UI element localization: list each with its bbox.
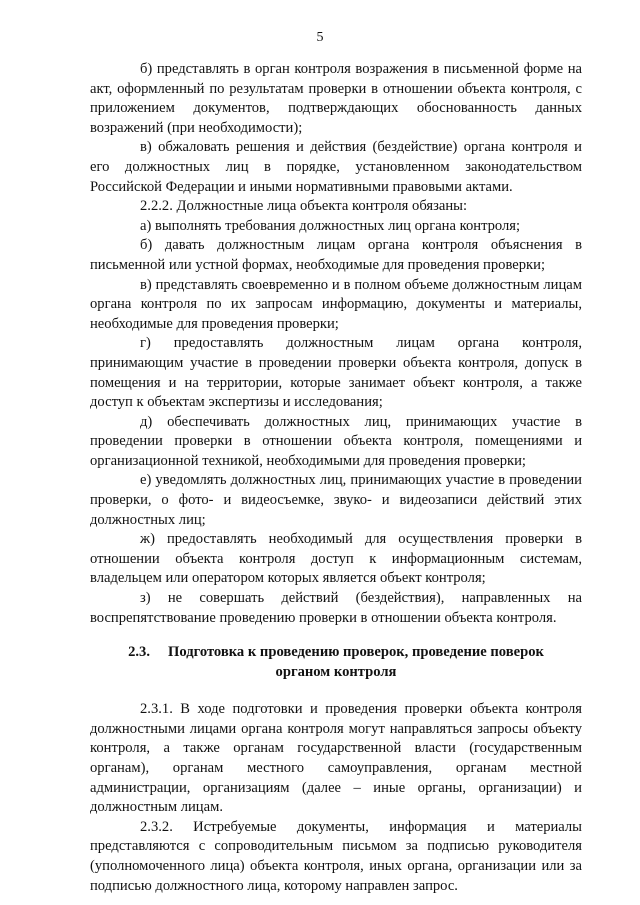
section-title-line1: Подготовка к проведению проверок, проведение поверок — [167, 644, 544, 661]
page-number: 5 — [316, 30, 324, 45]
paragraph-duty-d: д) обеспечивать должностных лиц, принимающих участие в проведении проверки в отношении объекта контроля, помещениями и организационной техникой, необходимыми для проведения проверки; — [90, 413, 582, 469]
section-title-line2: органом контроля — [275, 664, 397, 681]
paragraph-2-3-1: 2.3.1. В ходе подготовки и проведения проверки объекта контроля должностными лицами органа контроля могут направляться запросы объекту контроля, а также органам государственной власти (государственным органам), органам местного самоуправления, органам местной администрации, организациям (далее – иные органы, организации) и должностным лицам. — [90, 701, 582, 816]
paragraph-2-2-2: 2.2.2. Должностные лица объекта контроля обязаны: — [140, 198, 468, 215]
paragraph-duty-z: з) не совершать действий (бездействия), направленных на воспрепятствование проведению проверки в отношении объекта контроля. — [90, 590, 582, 626]
paragraph-duty-v: в) представлять своевременно и в полном объеме должностным лицам органа контроля по их запросам информацию, документы и материалы, необходимые для проведения проверки; — [90, 276, 582, 332]
paragraph-duty-a: а) выполнять требования должностных лиц органа контроля; — [140, 217, 521, 234]
paragraph-rights-b: б) представлять в орган контроля возражения в письменной форме на акт, оформленный по результатам проверки в отношении объекта контроля, с приложением документов, подтверждающих обоснованность данных возражений (при необходимости); — [90, 61, 582, 136]
document-body — [90, 60, 582, 896]
paragraph-duty-zh: ж) предоставлять необходимый для осуществления проверки в отношении объекта контроля доступ к информационным системам, владельцем или оператором которых является объект контроля; — [90, 531, 582, 587]
paragraph-rights-v: в) обжаловать решения и действия (бездействие) органа контроля и его должностных лиц в порядке, установленном законодательством Российской Федерации и иными нормативными правовыми актами. — [90, 139, 582, 195]
paragraph-duty-g: г) предоставлять должностным лицам органа контроля, принимающим участие в проведении проверки объекта контроля, допуск в помещения и на территории, которые занимает объект контроля, а также доступ к объектам экспертизы и исследования; — [90, 335, 582, 411]
section-number: 2.3. — [128, 644, 150, 661]
paragraph-duty-e: е) уведомлять должностных лиц, принимающих участие в проведении проверки, о фото- и видеосъемке, звуко- и видеозаписи действий этих должностных лиц; — [90, 472, 582, 528]
paragraph-2-3-2: 2.3.2. Истребуемые документы, информация и материалы представляются с сопроводительным письмом за подписью руководителя (уполномоченного лица) объекта контроля, иных органа, организации или за подписью должностного лица, которому направлен запрос. — [90, 818, 582, 894]
paragraph-duty-b: б) давать должностным лицам органа контроля объяснения в письменной или устной формах, необходимые для проведения проверки; — [90, 237, 582, 273]
section-heading — [90, 642, 582, 682]
